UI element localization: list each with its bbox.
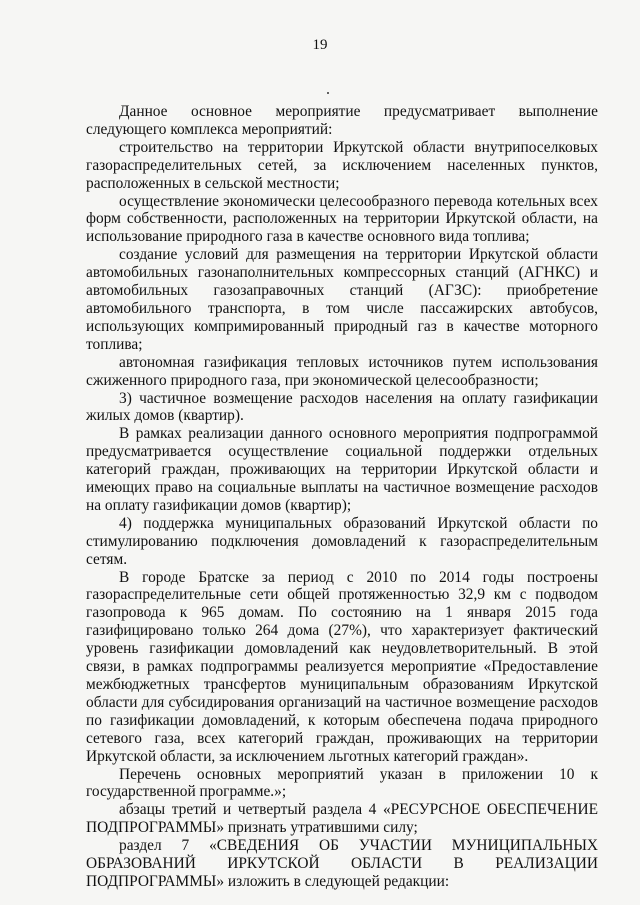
paragraph-activities-list: Перечень основных мероприятий указан в приложении 10 к государственной программе.»; xyxy=(86,765,598,801)
scan-dot-mark xyxy=(327,92,329,94)
paragraph-item-3: 3) частичное возмещение расходов населения на оплату газификации жилых домов (квартир). xyxy=(86,389,598,425)
paragraph-gas-stations: создание условий для размещения на территории Иркутской области автомобильных газонаполнительных компрессорных станций (АГНКС) и автомобильных газозаправочных станций (АГЗС): приобретение автомобильного транспорта, в том числе пассажирских автобусов, использующих компримированный природный газ в качестве моторного топлива; xyxy=(86,246,598,353)
paragraph-social-support: В рамках реализации данного основного мероприятия подпрограммой предусматривается осуществление социальной поддержки отдельных категорий граждан, проживающих на территории Иркутской области и имеющих право на социальные выплаты на частичное возмещение расходов на оплату газификации домов (квартир); xyxy=(86,425,598,514)
paragraph-bratsk: В городе Братске за период с 2010 по 2014 годы построены газораспределительные сети общей протяженностью 32,9 км с подводом газопровода к 965 домам. По состоянию на 1 января 2015 года газифицировано только 264 дома (27%), что характеризует фактический уровень газификации домовладений как неудовлетворительный. В этой связи, в рамках подпрограммы реализуется мероприятие «Предоставление межбюджетных трансфертов муниципальным образованиям Иркутской области для субсидирования организаций на частичное возмещение расходов по газификации домовладений, к которым обеспечена подача природного сетевого газа, всех категорий граждан, проживающих на территории Иркутской области, за исключением льготных категорий граждан». xyxy=(86,568,598,765)
paragraph-autonomous-gasification: автономная газификация тепловых источников путем использования сжиженного природного газа, при экономической целесообразности; xyxy=(86,353,598,389)
paragraph-section-7: раздел 7 «СВЕДЕНИЯ ОБ УЧАСТИИ МУНИЦИПАЛЬНЫХ ОБРАЗОВАНИЙ ИРКУТСКОЙ ОБЛАСТИ В РЕАЛИЗАЦИИ ПОДПРОГРАММЫ» изложить в следующей редакции: xyxy=(86,837,598,890)
paragraph-section-4: абзацы третий и четвертый раздела 4 «РЕСУРСНОЕ ОБЕСПЕЧЕНИЕ ПОДПРОГРАММЫ» признать утратившими силу; xyxy=(86,801,598,837)
paragraph-boiler-conversion: осуществление экономически целесообразного перевода котельных всех форм собственности, расположенных на территории Иркутской области, на использование природного газа в качестве основного вида топлива; xyxy=(86,192,598,246)
paragraph-item-4: 4) поддержка муниципальных образований Иркутской области по стимулированию подключения домовладений к газораспределительным сетям. xyxy=(86,514,598,568)
paragraph-construction: строительство на территории Иркутской области внутрипоселковых газораспределительных сетей, за исключением населенных пунктов, расположенных в сельской местности; xyxy=(86,138,598,192)
page-number: 19 xyxy=(312,37,328,53)
document-body xyxy=(86,103,598,891)
paragraph-intro: Данное основное мероприятие предусматривает выполнение следующего комплекса мероприятий: xyxy=(86,103,598,138)
